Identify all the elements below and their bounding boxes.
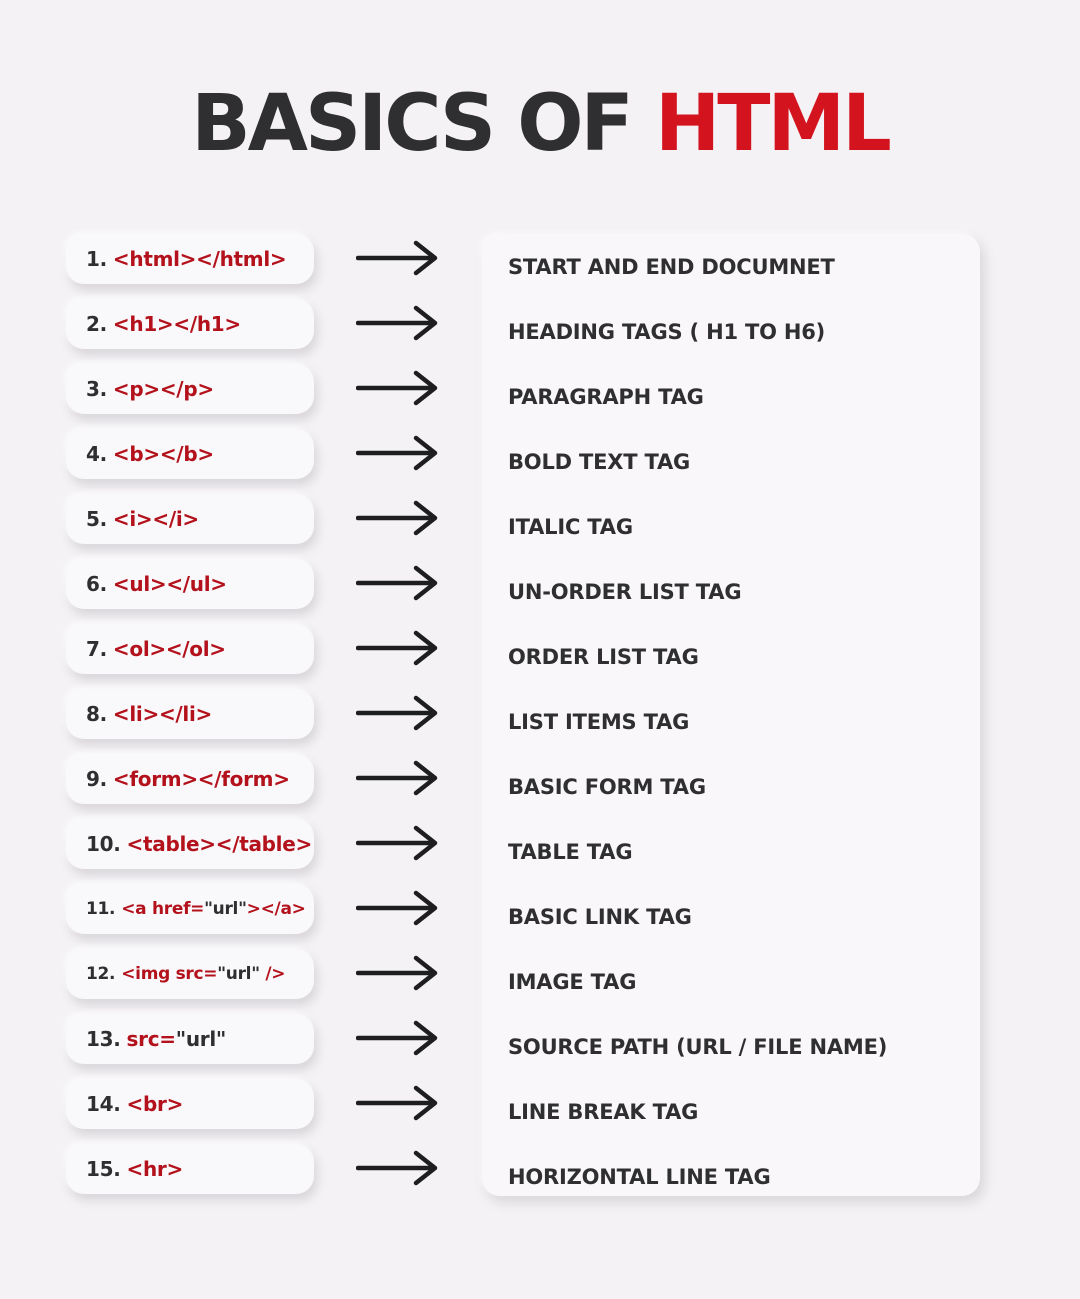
tag-pill bbox=[66, 234, 314, 284]
tag-code-part: "url" bbox=[204, 899, 247, 919]
tag-number: 3. bbox=[86, 377, 107, 401]
tag-number: 4. bbox=[86, 442, 107, 466]
tag-code bbox=[127, 1157, 183, 1181]
right-arrow-icon bbox=[356, 1083, 440, 1123]
tag-code-part: <img src= bbox=[121, 964, 218, 984]
tag-pill bbox=[66, 949, 314, 999]
tag-number: 11. bbox=[86, 899, 116, 919]
right-arrow-icon bbox=[356, 303, 440, 343]
right-arrow-icon bbox=[356, 628, 440, 668]
right-arrow-icon bbox=[356, 563, 440, 603]
tag-code bbox=[127, 1092, 184, 1116]
tag-code bbox=[113, 377, 214, 401]
tag-code-part: /> bbox=[259, 964, 286, 984]
tag-code bbox=[113, 507, 199, 531]
tag-code-part: <ol></ol> bbox=[112, 637, 226, 661]
tag-pill bbox=[66, 754, 314, 804]
tag-code bbox=[113, 767, 290, 791]
tag-code-part: <hr> bbox=[126, 1157, 183, 1181]
tag-code-part: <html></html> bbox=[112, 247, 287, 271]
tag-code-part: <li></li> bbox=[112, 702, 212, 726]
tag-code bbox=[113, 702, 212, 726]
right-arrow-icon bbox=[356, 238, 440, 278]
right-arrow-icon bbox=[356, 433, 440, 473]
right-arrow-icon bbox=[356, 693, 440, 733]
right-arrow-icon bbox=[356, 368, 440, 408]
tag-code bbox=[121, 899, 305, 919]
tag-number: 14. bbox=[86, 1092, 121, 1116]
tag-description: BOLD TEXT TAG bbox=[508, 450, 691, 474]
tag-description: BASIC LINK TAG bbox=[508, 905, 692, 929]
tag-code bbox=[113, 247, 286, 271]
tag-pill bbox=[66, 299, 314, 349]
tag-number: 6. bbox=[86, 572, 107, 596]
tag-pill bbox=[66, 1014, 314, 1064]
right-arrow-icon bbox=[356, 1018, 440, 1058]
tag-number: 13. bbox=[86, 1027, 121, 1051]
right-arrow-icon bbox=[356, 953, 440, 993]
tag-description: LINE BREAK TAG bbox=[508, 1100, 699, 1124]
tag-number: 9. bbox=[86, 767, 107, 791]
tag-description: BASIC FORM TAG bbox=[508, 775, 706, 799]
tag-description: ORDER LIST TAG bbox=[508, 645, 699, 669]
tag-description: IMAGE TAG bbox=[508, 970, 637, 994]
tag-number: 1. bbox=[86, 247, 107, 271]
tag-code-part: <i></i> bbox=[112, 507, 199, 531]
tag-code-part: <p></p> bbox=[112, 377, 214, 401]
tag-code bbox=[121, 964, 285, 984]
title-part-basics: BASICS OF bbox=[191, 79, 655, 169]
tag-description: UN-ORDER LIST TAG bbox=[508, 580, 742, 604]
tag-number: 15. bbox=[86, 1157, 121, 1181]
tag-number: 8. bbox=[86, 702, 107, 726]
tag-code-part: <table></table> bbox=[126, 832, 312, 856]
tag-code bbox=[113, 637, 226, 661]
tag-description: HEADING TAGS ( H1 TO H6) bbox=[508, 320, 826, 344]
tag-pill bbox=[66, 559, 314, 609]
title-part-html: HTML bbox=[654, 79, 889, 169]
tag-description: ITALIC TAG bbox=[508, 515, 633, 539]
right-arrow-icon bbox=[356, 888, 440, 928]
tag-code-part: <form></form> bbox=[112, 767, 290, 791]
tag-code bbox=[127, 832, 312, 856]
tag-pill bbox=[66, 429, 314, 479]
tag-pill bbox=[66, 364, 314, 414]
tag-code-part: src= bbox=[126, 1027, 176, 1051]
tag-code-part: <b></b> bbox=[112, 442, 214, 466]
tag-code bbox=[113, 312, 241, 336]
tag-description: HORIZONTAL LINE TAG bbox=[508, 1165, 771, 1189]
tag-description: LIST ITEMS TAG bbox=[508, 710, 690, 734]
tag-description: SOURCE PATH (URL / FILE NAME) bbox=[508, 1035, 888, 1059]
tag-code-part: <br> bbox=[126, 1092, 184, 1116]
tag-number: 12. bbox=[86, 964, 116, 984]
tag-pill bbox=[66, 884, 314, 934]
tag-description: START AND END DOCUMNET bbox=[508, 255, 835, 279]
tag-number: 5. bbox=[86, 507, 107, 531]
tag-description: PARAGRAPH TAG bbox=[508, 385, 704, 409]
tag-code bbox=[113, 572, 227, 596]
tag-code-part: <a href= bbox=[121, 899, 205, 919]
tag-pill bbox=[66, 689, 314, 739]
tag-description: TABLE TAG bbox=[508, 840, 633, 864]
tag-code-part: "url" bbox=[175, 1027, 227, 1051]
tag-number: 7. bbox=[86, 637, 107, 661]
tag-pill bbox=[66, 624, 314, 674]
tag-code bbox=[113, 442, 214, 466]
tag-pill bbox=[66, 819, 314, 869]
tag-code-part: <h1></h1> bbox=[112, 312, 241, 336]
tag-pill bbox=[66, 494, 314, 544]
right-arrow-icon bbox=[356, 1148, 440, 1188]
right-arrow-icon bbox=[356, 823, 440, 863]
tag-code-part: "url" bbox=[217, 964, 260, 984]
page-title bbox=[0, 78, 1080, 170]
tag-pill bbox=[66, 1144, 314, 1194]
right-arrow-icon bbox=[356, 498, 440, 538]
tag-number: 10. bbox=[86, 832, 121, 856]
tag-pill bbox=[66, 1079, 314, 1129]
tag-code-part: ></a> bbox=[246, 899, 306, 919]
right-arrow-icon bbox=[356, 758, 440, 798]
tag-number: 2. bbox=[86, 312, 107, 336]
tag-code bbox=[127, 1027, 227, 1051]
tag-code-part: <ul></ul> bbox=[112, 572, 227, 596]
